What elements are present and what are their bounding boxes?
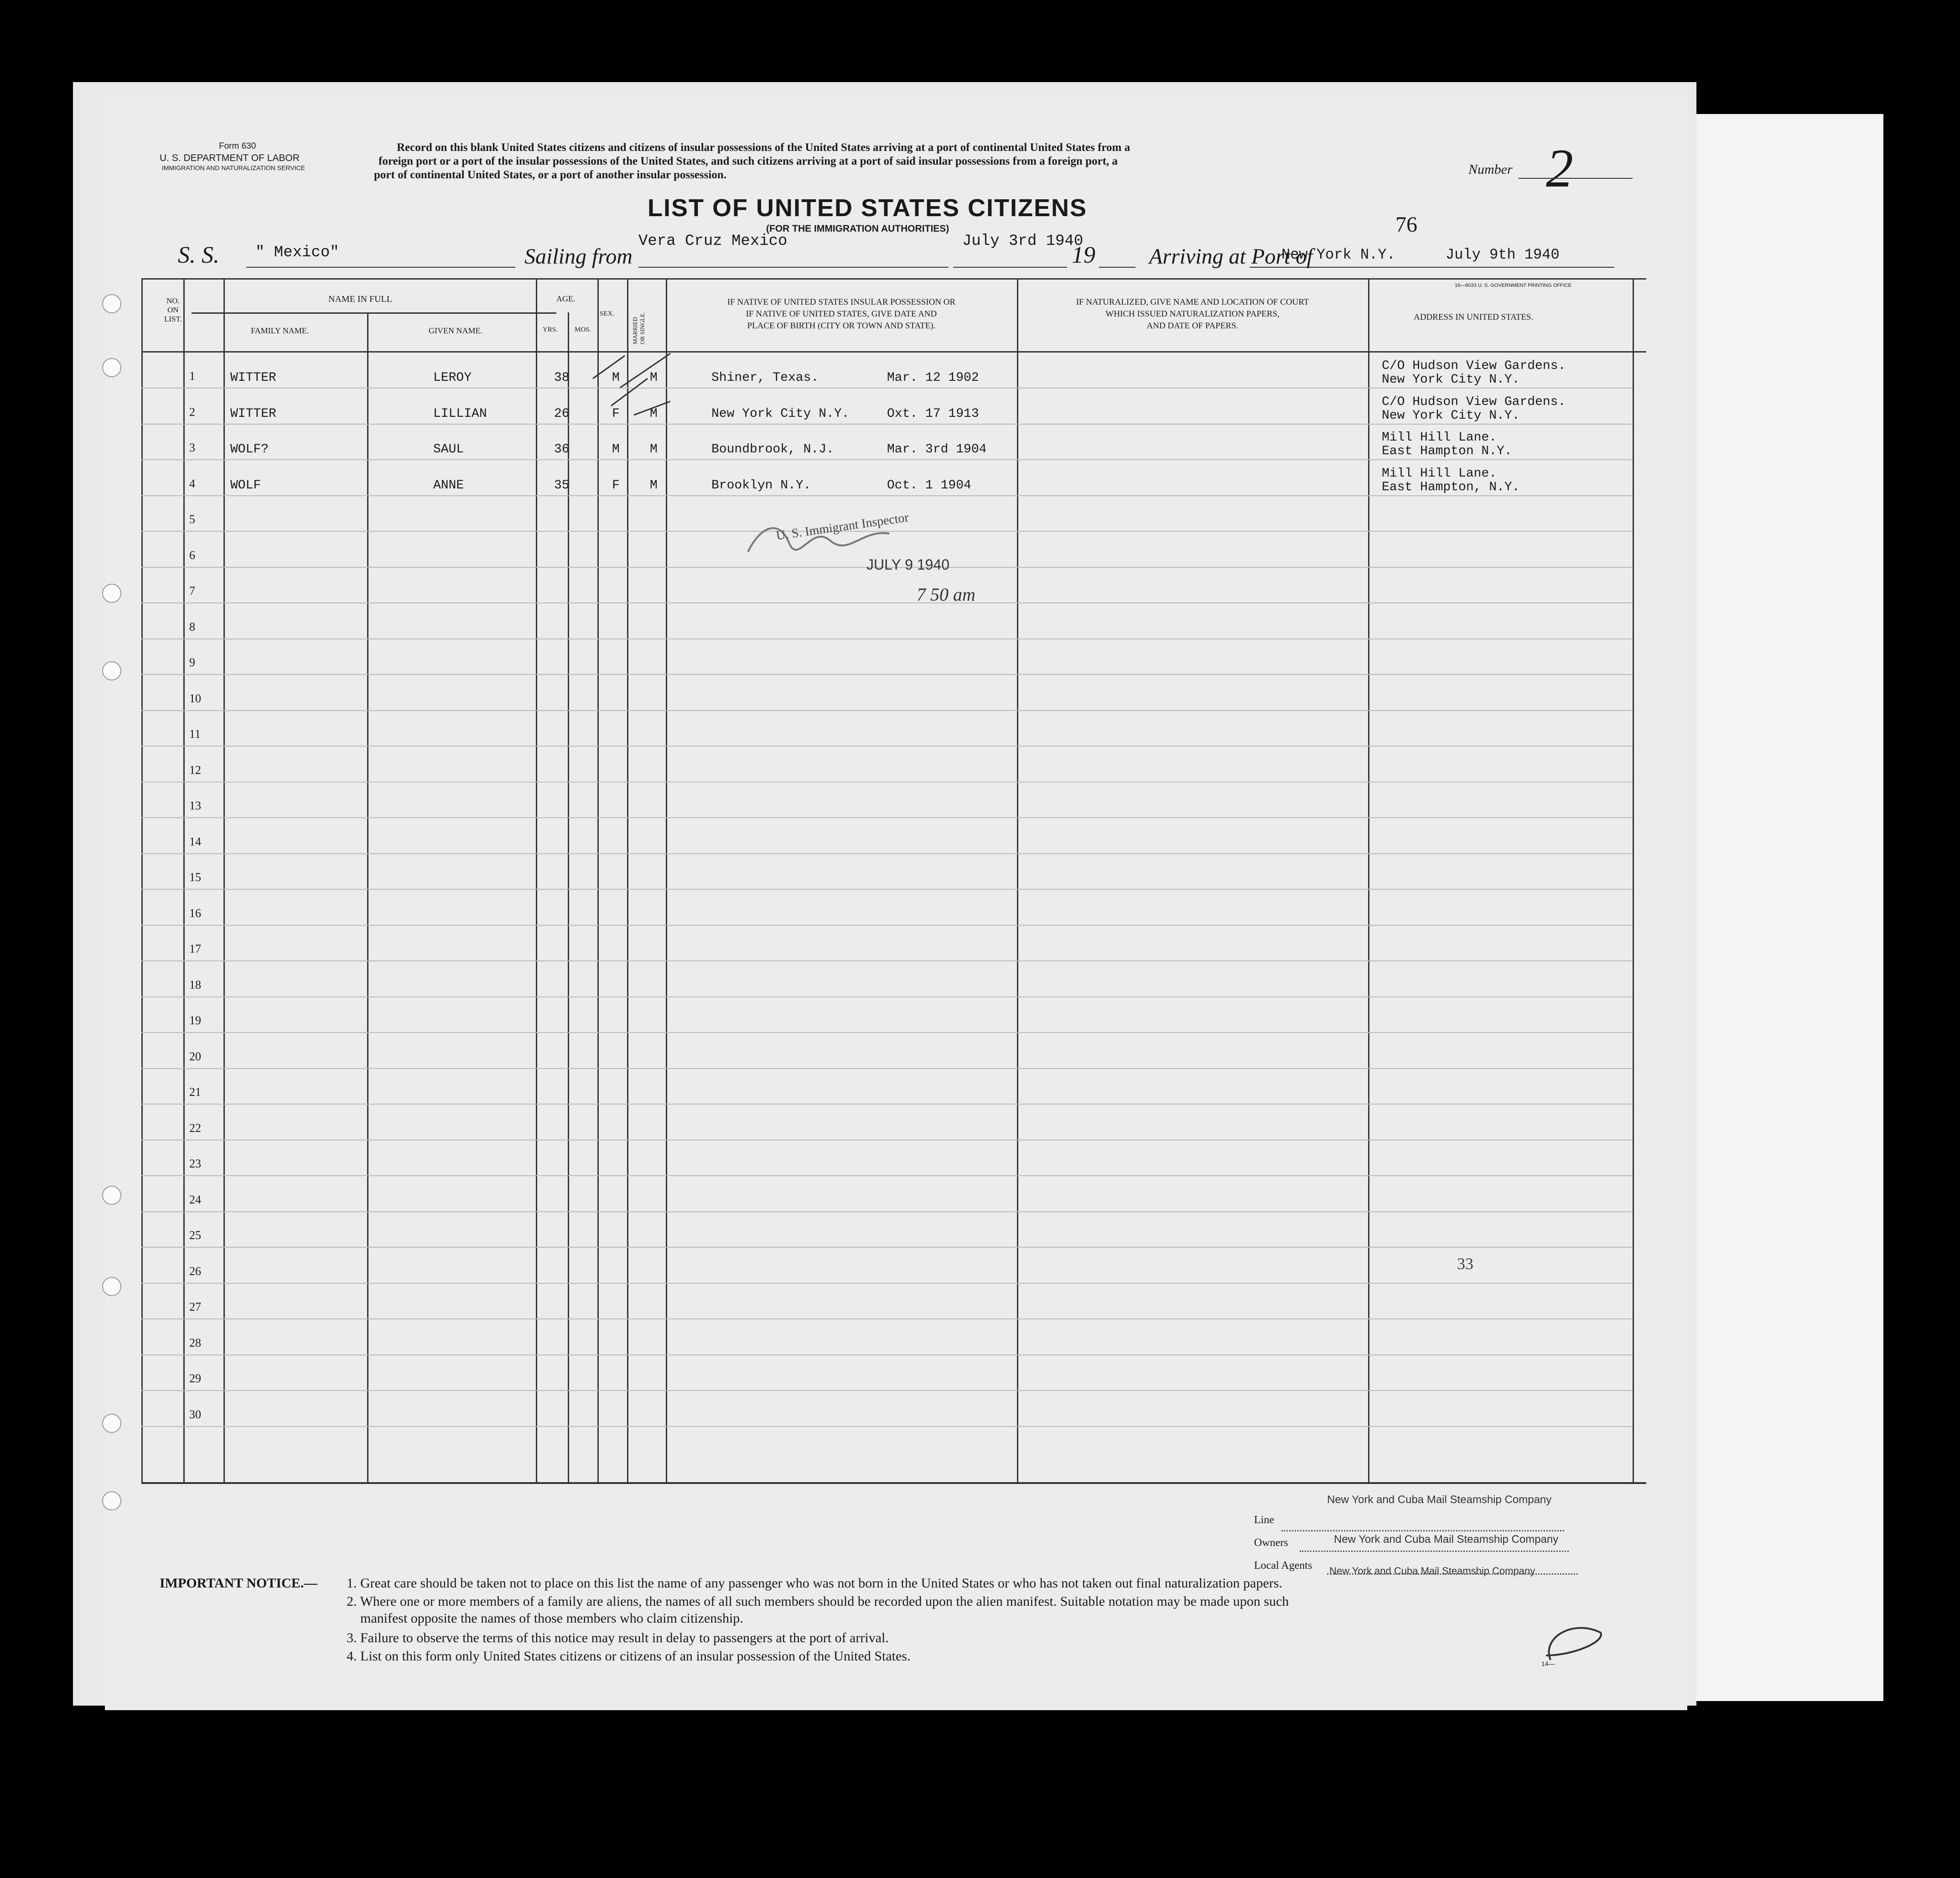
entry-yrs: 35 <box>554 478 570 493</box>
header-address: ADDRESS IN UNITED STATES. <box>1414 312 1534 322</box>
row-number: 23 <box>189 1157 201 1170</box>
header-no-line-3: LIST. <box>164 315 182 323</box>
header-no <box>164 296 182 324</box>
row-number: 9 <box>189 656 195 669</box>
row-number: 16 <box>189 906 201 920</box>
record-text-2: foreign port or a port of the insular possessions of the United States, and such citizens arriving at a port of said insular possessions from a foreign port, a <box>379 155 1118 167</box>
row-number: 19 <box>189 1014 201 1027</box>
row-divider <box>141 1318 1633 1319</box>
form-document <box>105 96 1687 1710</box>
owners-value: New York and Cuba Mail Steamship Company <box>1334 1533 1559 1546</box>
entry-yrs: 36 <box>554 442 570 457</box>
entry-given: LILLIAN <box>433 406 487 421</box>
header-naturalized-line-1: IF NATURALIZED, GIVE NAME AND LOCATION OF COURT <box>1076 297 1309 307</box>
row-number: 5 <box>189 513 195 526</box>
entry-family: WOLF? <box>230 442 269 457</box>
entry-address-line: East Hampton, N.Y. <box>1382 480 1520 494</box>
row-number: 17 <box>189 942 201 955</box>
notice-item-1: 1. Great care should be taken not to place on this list the name of any passenger who was not born in the United States or who has not taken out final naturalization papers. <box>347 1576 1282 1591</box>
row-divider <box>141 960 1633 961</box>
row-divider <box>141 1068 1633 1069</box>
form-subtitle: (FOR THE IMMIGRATION AUTHORITIES) <box>766 223 949 234</box>
row-number: 29 <box>189 1372 201 1385</box>
header-yrs: YRS. <box>543 326 558 333</box>
line-label: Line <box>1254 1514 1274 1526</box>
row-divider <box>141 388 1633 389</box>
agents-label: Local Agents <box>1254 1560 1312 1572</box>
form-number: Form 630 <box>219 141 256 151</box>
sailing-label: Sailing from <box>524 244 633 269</box>
header-mos: MOS. <box>575 326 591 333</box>
entry-given: LEROY <box>433 371 472 385</box>
row-divider <box>141 459 1633 460</box>
header-given-name: GIVEN NAME. <box>429 326 482 335</box>
punch-hole <box>102 294 121 313</box>
entry-address-line: C/O Hudson View Gardens. <box>1382 394 1566 409</box>
header-name-in-full: NAME IN FULL <box>328 294 392 304</box>
row-divider <box>141 996 1633 997</box>
punch-hole <box>102 661 121 680</box>
row-number: 8 <box>189 620 195 633</box>
row-divider <box>141 1426 1633 1427</box>
notice-item-3: 3. Failure to observe the terms of this notice may result in delay to passengers at the port of arrival. <box>347 1630 889 1645</box>
corner-note: 14— <box>1541 1660 1555 1667</box>
entry-given: SAUL <box>433 442 464 457</box>
row-number: 18 <box>189 978 201 991</box>
stamp-time: 7 50 am <box>917 584 975 605</box>
row-number: 1 <box>189 369 195 383</box>
line-value: New York and Cuba Mail Steamship Company <box>1327 1494 1552 1506</box>
header-naturalized-line-2: WHICH ISSUED NATURALIZATION PAPERS, <box>1105 309 1280 319</box>
header-married-line-2: OR SINGLE. <box>639 312 646 344</box>
row-divider <box>141 1211 1633 1212</box>
header-family-name: FAMILY NAME. <box>251 326 309 335</box>
row-divider <box>141 1104 1633 1105</box>
header-no-line-2: ON <box>167 306 179 314</box>
entry-date: Mar. 3rd 1904 <box>887 442 987 457</box>
notice-item-2-cont: manifest opposite the names of those members who claim citizenship. <box>360 1611 743 1626</box>
inspector-stamp: U. S. Immigrant Inspector <box>775 510 910 543</box>
entry-place: Boundbrook, N.J. <box>711 442 834 457</box>
header-age: AGE. <box>556 294 576 303</box>
header-no-line-1: NO. <box>166 296 180 305</box>
entry-address-line: East Hampton N.Y. <box>1382 444 1512 458</box>
row-number: 3 <box>189 441 195 454</box>
entry-address-line: New York City N.Y. <box>1382 373 1520 387</box>
back-sheet <box>1687 114 1883 1701</box>
entry-address-line: C/O Hudson View Gardens. <box>1382 359 1566 373</box>
arriving-label: Arriving at Port of <box>1149 244 1313 269</box>
row-number: 12 <box>189 763 201 777</box>
row-divider <box>141 1247 1633 1248</box>
entry-family: WOLF <box>230 478 261 493</box>
notice-item-4: 4. List on this form only United States citizens or citizens of an insular possession of the United States. <box>347 1649 911 1664</box>
year-label: 19 <box>1072 242 1095 268</box>
row-divider <box>141 817 1633 818</box>
margin-number: 33 <box>1457 1255 1473 1273</box>
row-number: 6 <box>189 548 195 562</box>
row-divider <box>141 746 1633 747</box>
row-number: 7 <box>189 584 195 597</box>
entry-family: WITTER <box>230 406 276 421</box>
entry-ms: M <box>650 406 658 421</box>
entry-date: Oxt. 17 1913 <box>887 406 979 421</box>
row-number: 30 <box>189 1407 201 1421</box>
row-divider <box>141 495 1633 496</box>
header-married-line-1: MARRIED <box>632 317 638 344</box>
punch-hole <box>102 584 121 603</box>
number-value: 2 <box>1546 138 1573 198</box>
row-number: 22 <box>189 1121 201 1135</box>
entry-place: Shiner, Texas. <box>711 371 819 385</box>
row-number: 10 <box>189 691 201 705</box>
entry-address-line: Mill Hill Lane. <box>1382 466 1497 481</box>
row-number: 27 <box>189 1300 201 1313</box>
header-naturalized <box>1021 296 1364 332</box>
department-label: U. S. DEPARTMENT OF LABOR <box>160 153 300 163</box>
entry-ms: M <box>650 371 658 385</box>
record-text-1: Record on this blank United States citizens and citizens of insular possessions of the United States arriving at a port of continental United States from a <box>397 141 1130 154</box>
agents-value: New York and Cuba Mail Steamship Company <box>1329 1565 1535 1577</box>
sailing-date: July 3rd 1940 <box>962 233 1084 250</box>
row-divider <box>141 853 1633 854</box>
notice-item-2: 2. Where one or more members of a family are aliens, the names of all such members should be recorded upon the alien manifest. Suitable notation may be made upon such <box>347 1594 1289 1609</box>
header-birth <box>670 296 1012 332</box>
punch-hole <box>102 1186 121 1205</box>
header-naturalized-line-3: AND DATE OF PAPERS. <box>1146 321 1239 331</box>
entry-ms: M <box>650 478 658 493</box>
entry-date: Mar. 12 1902 <box>887 371 979 385</box>
arrival-date: July 9th 1940 <box>1446 246 1560 263</box>
header-birth-line-3: PLACE OF BIRTH (CITY OR TOWN AND STATE). <box>747 321 936 331</box>
row-divider <box>141 1283 1633 1284</box>
row-divider <box>141 638 1633 639</box>
print-note: 16—8033 U. S. GOVERNMENT PRINTING OFFICE <box>1455 283 1571 288</box>
header-married-or-single <box>632 312 646 344</box>
record-text-3: port of continental United States, or a port of another insular possession. <box>374 169 726 181</box>
punch-hole <box>102 358 121 377</box>
entry-date: Oct. 1 1904 <box>887 478 971 493</box>
header-birth-line-2: IF NATIVE OF UNITED STATES, GIVE DATE AND <box>746 309 937 319</box>
punch-hole <box>102 1491 121 1510</box>
row-number: 24 <box>189 1193 201 1206</box>
row-number: 2 <box>189 405 195 419</box>
row-divider <box>141 782 1633 783</box>
page-number: 76 <box>1395 213 1417 237</box>
row-divider <box>141 674 1633 675</box>
entry-sex: F <box>612 478 620 493</box>
row-divider <box>141 1390 1633 1391</box>
row-number: 26 <box>189 1264 201 1278</box>
entry-address-line: Mill Hill Lane. <box>1382 431 1497 445</box>
row-number: 28 <box>189 1336 201 1349</box>
punch-hole <box>102 1277 121 1296</box>
row-number: 25 <box>189 1229 201 1242</box>
form-title: LIST OF UNITED STATES CITIZENS <box>648 194 1087 222</box>
arrival-port: New York N.Y. <box>1281 246 1395 263</box>
ss-label: S. S. <box>178 242 219 268</box>
sailing-port: Vera Cruz Mexico <box>638 233 788 250</box>
entry-place: Brooklyn N.Y. <box>711 478 811 493</box>
stamp-date: JULY 9 1940 <box>866 556 950 573</box>
header-sex: SEX. <box>600 310 615 317</box>
row-divider <box>141 1140 1633 1141</box>
row-number: 14 <box>189 835 201 848</box>
row-divider <box>141 602 1633 603</box>
row-number: 21 <box>189 1085 201 1099</box>
row-divider <box>141 424 1633 425</box>
row-divider <box>141 889 1633 890</box>
header-birth-line-1: IF NATIVE OF UNITED STATES INSULAR POSSESSION OR <box>727 297 956 307</box>
row-divider <box>141 710 1633 711</box>
row-divider <box>141 1354 1633 1355</box>
owners-label: Owners <box>1254 1537 1288 1549</box>
entry-sex: M <box>612 371 620 385</box>
row-number: 13 <box>189 799 201 812</box>
number-label: Number <box>1468 162 1513 177</box>
entry-family: WITTER <box>230 371 276 385</box>
entry-sex: F <box>612 406 620 421</box>
entry-sex: M <box>612 442 620 457</box>
tick-marks <box>556 351 675 461</box>
entry-address-line: New York City N.Y. <box>1382 408 1520 423</box>
entry-yrs: 38 <box>554 371 570 385</box>
entry-ms: M <box>650 442 658 457</box>
entry-given: ANNE <box>433 478 464 493</box>
row-divider <box>141 1175 1633 1176</box>
row-number: 15 <box>189 871 201 884</box>
punch-hole <box>102 1414 121 1433</box>
service-label: IMMIGRATION AND NATURALIZATION SERVICE <box>162 164 305 171</box>
row-number: 11 <box>189 727 201 741</box>
ship-name: " Mexico" <box>255 244 339 261</box>
row-number: 20 <box>189 1049 201 1063</box>
notice-heading: IMPORTANT NOTICE.— <box>160 1576 318 1591</box>
row-number: 4 <box>189 477 195 490</box>
entry-yrs: 26 <box>554 406 570 421</box>
entry-place: New York City N.Y. <box>711 406 850 421</box>
row-divider <box>141 925 1633 926</box>
row-divider <box>141 1032 1633 1033</box>
